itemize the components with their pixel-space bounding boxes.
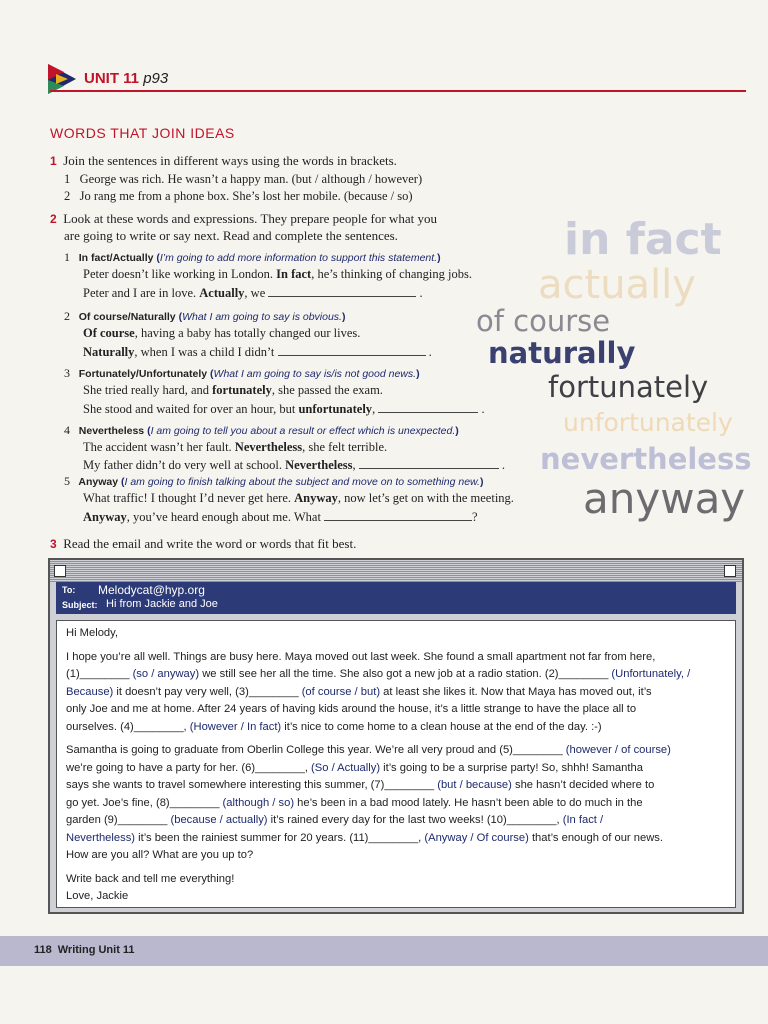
decor-word-of-course: of course [476,304,611,338]
email-greeting: Hi Melody, [66,627,119,639]
exercise-1-instruction: 1 Join the sentences in different ways using the words in brackets. [50,153,397,168]
subject-field[interactable]: Hi from Jackie and Joe [106,598,218,610]
decor-word-nevertheless: nevertheless [540,442,752,476]
exercise-2-instruction: 2 Look at these words and expressions. They prepare people for what you [50,211,437,226]
example-sentence: She tried really hard, and fortunately, she passed the exam. [83,383,383,397]
phrase-heading: 2 Of course/Naturally (What I am going to say is obvious.) [64,309,346,323]
example-sentence: Of course, having a baby has totally changed our lives. [83,326,361,340]
completion-sentence: Anyway, you’ve heard enough about me. What ? [83,510,478,524]
completion-sentence: Naturally, when I was a child I didn’t . [83,345,432,359]
decor-word-unfortunately: unfortunately [563,408,733,437]
exercise-3-instruction: 3 Read the email and write the word or words that fit best. [50,536,357,551]
answer-blank[interactable] [378,400,478,413]
email-body[interactable] [56,620,736,908]
decor-word-fortunately: fortunately [548,370,709,404]
phrase-heading: 1 In fact/Actually (I’m going to add more information to support this statement.) [64,250,441,264]
page-number: 118 [34,944,52,956]
to-label: To: [62,585,76,595]
phrase-heading: 5 Anyway (I am going to finish talking about the subject and move on to something new.) [64,474,484,488]
example-sentence: What traffic! I thought I’d never get here. Anyway, now let’s get on with the meeting. [83,491,514,505]
email-window [48,558,744,914]
phrase-heading: 4 Nevertheless (I am going to tell you about a result or effect which is unexpected.) [64,423,459,437]
zoom-icon[interactable] [724,565,736,577]
header-rule [50,90,746,92]
window-titlebar[interactable] [50,560,742,582]
answer-blank[interactable] [324,508,472,521]
decor-word-anyway: anyway [583,474,746,523]
exercise-1-item: 2 Jo rang me from a phone box. She’s lost her mobile. (because / so) [64,189,413,203]
answer-blank[interactable] [268,284,416,297]
to-field[interactable]: Melodycat@hyp.org [98,583,205,597]
decor-word-actually: actually [538,262,696,308]
completion-sentence: My father didn’t do very well at school. Nevertheless, . [83,458,505,472]
example-sentence: Peter doesn’t like working in London. In fact, he’s thinking of changing jobs. [83,267,472,281]
answer-blank[interactable] [359,456,499,469]
email-paragraph-2: Samantha is going to graduate from Oberlin College this year. We’re all very proud and (5)________ (however / of course) we’re going to have a party for her. (6)________, (So / Actually) it’s going to be a surprise party! So, shhh! Samantha says she wants to travel somewhere interesting this summer, (7)________ (but / because) she hasn’t decided where to go yet. Joe’s fine, (8)________ (although / so) he’s been in a bad mood lately. He hasn’t been able to do much in the garden (9)________ (because / actually) it’s rained every day for the last two weeks! (10)________, (In fact / Nevertheless) it’s been the rainiest summer for 20 years. (11)________, (Anyway / Of course) that’s enough of our news. How are you all? What are you up to? [66,744,671,861]
decor-word-naturally: naturally [488,336,636,370]
exercise-1-item: 1 George was rich. He wasn’t a happy man. (but / although / however) [64,172,423,186]
email-closing: Write back and tell me everything! Love, Jackie [66,872,235,902]
completion-sentence: Peter and I are in love. Actually, we . [83,286,423,300]
completion-sentence: She stood and waited for over an hour, but unfortunately, . [83,402,485,416]
exercise-2-instruction-cont: are going to write or say next. Read and complete the sentences. [64,228,398,243]
phrase-heading: 3 Fortunately/Unfortunately (What I am going to say is/is not good news.) [64,366,420,380]
close-icon[interactable] [54,565,66,577]
example-sentence: The accident wasn’t her fault. Nevertheless, she felt terrible. [83,440,388,454]
subject-label: Subject: [62,600,98,610]
section-title: WORDS THAT JOIN IDEAS [50,125,235,141]
decor-word-in-fact: in fact [564,214,722,265]
answer-blank[interactable] [278,343,426,356]
email-header [56,582,736,614]
email-paragraph-1: I hope you’re all well. Things are busy here. Maya moved out last week. She found a small apartment not far from here, (1)________ (so / anyway) we still see her all the time. She also got a new job at a radio station. (2)________ (Unfortunately, / Because) it doesn’t pay very well, (3)________ (of course / but) at least she likes it. Now that Maya has moved out, it’s only Joe and me at home. After 24 years of having kids around the house, it’s a little strange to have the place all to ourselves. (4)________, (However / In fact) it’s nice to come home to a clean house at the end of the day. :-) [66,650,691,733]
page-footer [34,944,141,956]
page-reference: p93 [143,70,169,87]
unit-title: UNIT 11 p93 [84,70,169,87]
footer-label: Writing Unit 11 [57,944,135,956]
